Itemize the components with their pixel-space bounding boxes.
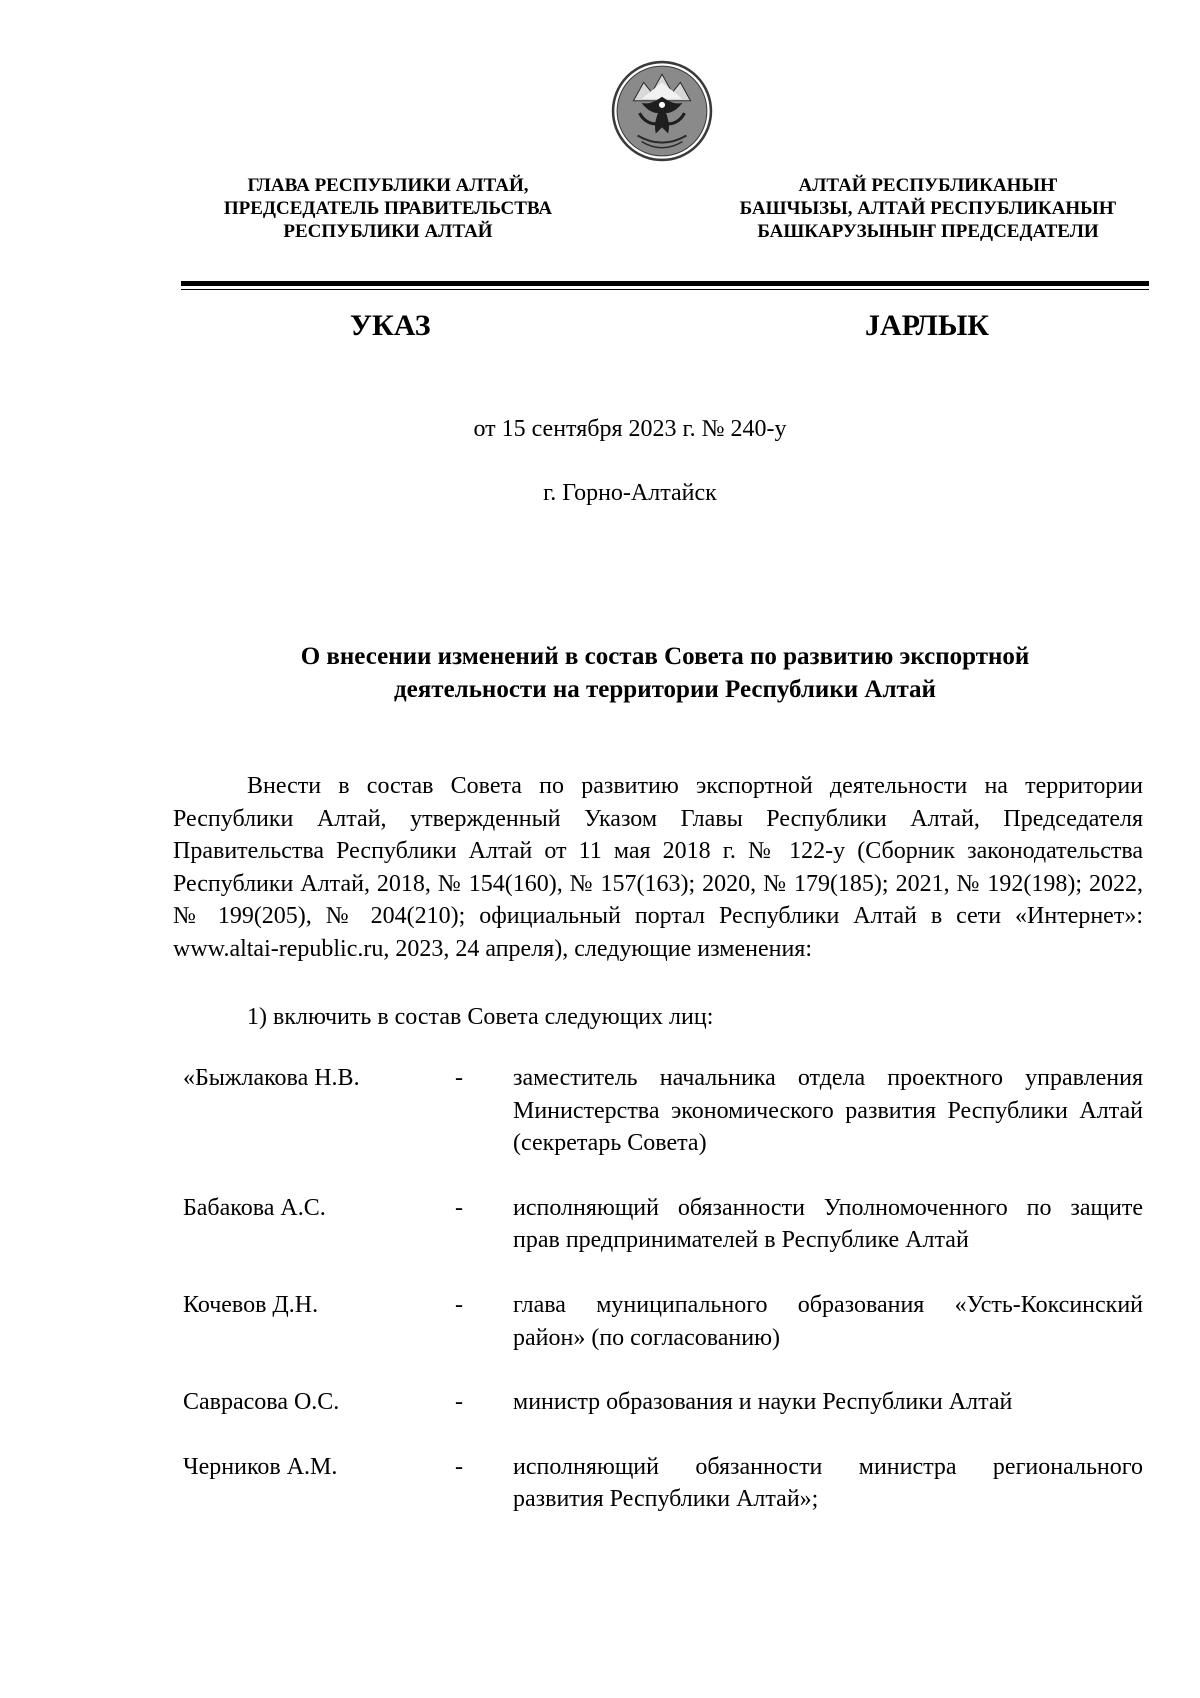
document-city: г. Горно-Алтайск <box>543 480 717 506</box>
header-right-line: БАШКАРУЗЫНЫҤ ПРЕДСЕДАТЕЛИ <box>757 221 1099 242</box>
header-right-line: БАШЧЫЗЫ, АЛТАЙ РЕСПУБЛИКАНЫҤ <box>739 198 1117 219</box>
member-role: глава муниципального образования «Усть-Коксинский район» (по согласованию) <box>513 1291 1143 1351</box>
member-name: Саврасова О.С. <box>183 1389 340 1416</box>
member-role: исполняющий обязанности Уполномоченного по защите прав предпринимателей в Республике Алтай <box>513 1194 1143 1254</box>
coat-of-arms-icon <box>611 60 713 162</box>
member-row <box>183 1192 1143 1257</box>
member-row <box>183 1289 1143 1354</box>
member-row <box>183 1451 1143 1516</box>
member-row <box>183 1062 1143 1160</box>
member-name: Черников А.М. <box>183 1453 338 1480</box>
header-right <box>718 174 1138 243</box>
title-line: О внесении изменений в состав Совета по развитию экспортной <box>300 643 1030 670</box>
header-left <box>188 174 588 243</box>
member-dash: - <box>455 1291 463 1318</box>
member-name: Бабакова А.С. <box>183 1194 326 1221</box>
member-dash: - <box>455 1389 463 1416</box>
title-line: деятельности на территории Республики Алтай <box>394 676 936 703</box>
doc-type-alt: JАРЛЫК <box>865 309 990 342</box>
header-right-line: АЛТАЙ РЕСПУБЛИКАНЫҤ <box>798 175 1058 196</box>
member-dash: - <box>455 1065 463 1091</box>
document-date: от 15 сентября 2023 г. № 240-у <box>473 416 787 442</box>
header-divider-thin <box>181 289 1149 290</box>
header-divider-thick <box>181 281 1149 286</box>
member-name: Кочевов Д.Н. <box>183 1291 319 1318</box>
body-paragraph: Внести в состав Совета по развитию экспортной деятельности на территории Республики Алтай, утвержденный Указом Главы Республики Алтай, Председателя Правительства Республики Алтай от 11 мая 2018 г. № 122-у (Сборник законодательства Республики Алтай, 2018, № 154(160), № 157(163); 2020, № 179(185); 2021, № 192(198); 2022, № 199(205), № 204(210); официальный портал Республики Алтай в сети «Интернет»: www.altai-republic.ru, 2023, 24 апреля), следующие изменения: <box>173 773 1143 962</box>
header-left-line: РЕСПУБЛИКИ АЛТАЙ <box>283 221 493 242</box>
document-title <box>181 640 1149 706</box>
member-name: «Быжлакова Н.В. <box>183 1065 360 1091</box>
member-role: заместитель начальника отдела проектного управления Министерства экономического развития Республики Алтай (секретарь Совета) <box>513 1065 1143 1157</box>
member-role: исполняющий обязанности министра регионального развития Республики Алтай»; <box>513 1453 1143 1513</box>
member-dash: - <box>455 1453 463 1480</box>
member-dash: - <box>455 1194 463 1221</box>
list-item-1: 1) включить в состав Совета следующих лиц: <box>247 1004 714 1030</box>
doc-type-ru: УКАЗ <box>350 309 431 342</box>
member-role: министр образования и науки Республики Алтай <box>513 1389 1013 1416</box>
header-left-line: ГЛАВА РЕСПУБЛИКИ АЛТАЙ, <box>247 175 529 196</box>
members-list <box>183 1062 1143 1548</box>
member-row <box>183 1386 1143 1419</box>
header-left-line: ПРЕДСЕДАТЕЛЬ ПРАВИТЕЛЬСТВА <box>223 198 553 219</box>
